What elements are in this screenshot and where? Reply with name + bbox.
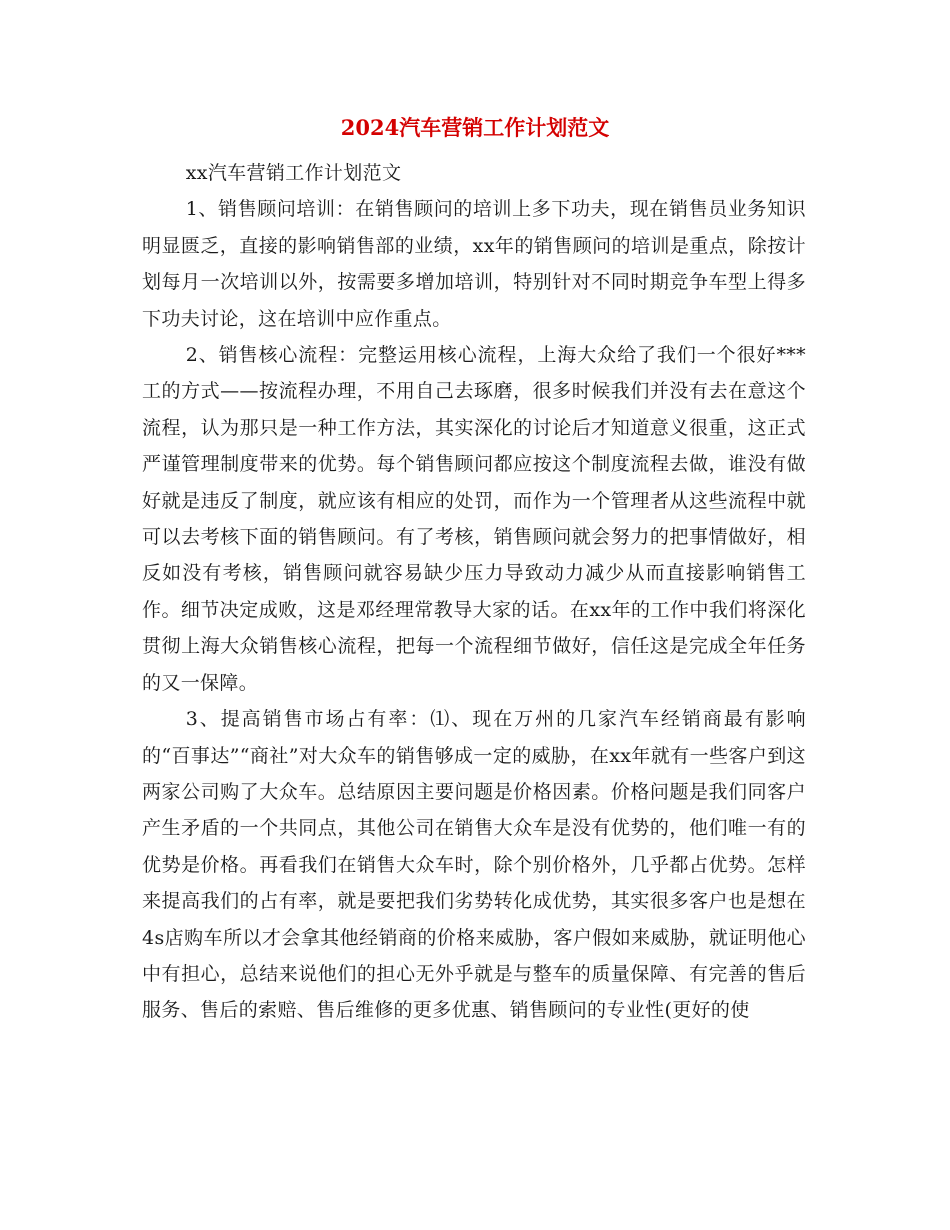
paragraph-core-process: 2、销售核心流程：完整运用核心流程，上海大众给了我们一个很好***工的方式——按流程办理，不用自己去琢磨，很多时候我们并没有去在意这个流程，认为那只是一种工作方法，其实深化的讨论后才知道意义很重，这正式严谨管理制度带来的优势。每个销售顾问都应按这个制度流程去做，谁没有做好就是违反了制度，就应该有相应的处罚，而作为一个管理者从这些流程中就可以去考核下面的销售顾问。有了考核，销售顾问就会努力的把事情做好，相反如没有考核，销售顾问就容易缺少压力导致动力减少从而直接影响销售工作。细节决定成败，这是邓经理常教导大家的话。在xx年的工作中我们将深化贯彻上海大众销售核心流程，把每一个流程细节做好，信任这是完成全年任务的又一保障。: [142, 344, 806, 694]
document-body: [142, 155, 806, 1029]
document-title: 2024汽车营销工作计划范文: [340, 115, 610, 140]
paragraph-market-share: 3、提高销售市场占有率：⑴、现在万州的几家汽车经销商最有影响的“百事达”“商社”对大众车的销售够成一定的威胁，在xx年就有一些客户到这两家公司购了大众车。总结原因主要问题是价格因素。价格问题是我们同客户产生矛盾的一个共同点，其他公司在销售大众车是没有优势的，他们唯一有的优势是价格。再看我们在销售大众车时，除个别价格外，几乎都占优势。怎样来提高我们的占有率，就是要把我们劣势转化成优势，其实很多客户也是想在4s店购车所以才会拿其他经销商的价格来威胁，客户假如来威胁，就证明他心中有担心，总结来说他们的担心无外乎就是与整车的质量保障、有完善的售后服务、售后的索赔、售后维修的更多优惠、销售顾问的专业性(更好的使: [142, 708, 806, 1022]
subtitle-paragraph: xx汽车营销工作计划范文: [185, 162, 402, 184]
paragraph-sales-training: 1、销售顾问培训：在销售顾问的培训上多下功夫，现在销售员业务知识明显匮乏，直接的影响销售部的业绩，xx年的销售顾问的培训是重点，除按计划每月一次培训以外，按需要多增加培训，特别针对不同时期竞争车型上得多下功夫讨论，这在培训中应作重点。: [142, 198, 806, 330]
